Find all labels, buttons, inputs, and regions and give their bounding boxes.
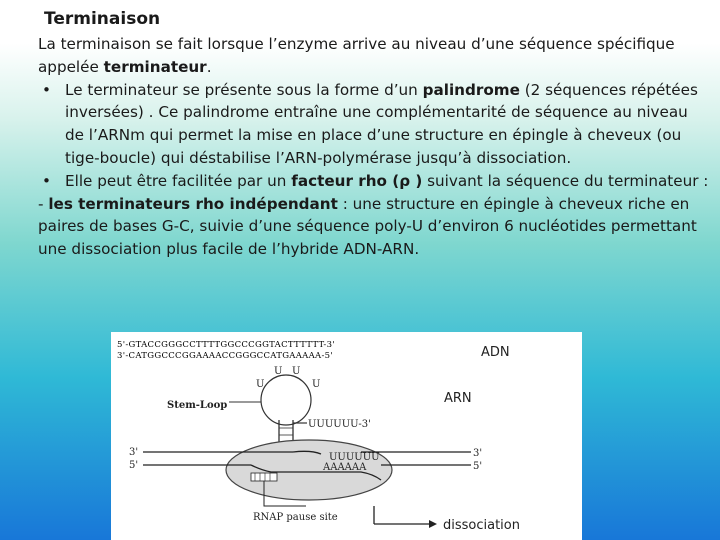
hybrid-rna-u: UUUUUU (329, 452, 380, 463)
loop-u-1: U (274, 366, 283, 377)
dna-bottom-strand: 3'-CATGGCCCGGAAAACCGGGCCATGAAAAA-5' (117, 351, 334, 361)
label-arn: ARN (444, 391, 472, 406)
intro-end: . (206, 57, 212, 76)
bullet-rho (38, 170, 710, 193)
terminator-svg (111, 332, 582, 540)
rho-independent-paragraph (38, 193, 710, 261)
loop-u-3: U (256, 379, 265, 390)
bullet1-rest: (2 séquences répétées inversées) . Ce palindrome entraîne une complémentarité de séquence au niveau de l’ARNm qui permet la mise en place d’une structure en épingle à cheveux (ou tige-boucle) qui déstabilise l’ARN-polymérase jusqu’à dissociation. (65, 80, 698, 167)
term-palindrome: palindrome (422, 80, 520, 99)
bullet2-text: Elle peut être facilitée par un (65, 171, 292, 190)
rna-polymerase (226, 440, 392, 500)
term-terminateur: terminateur (103, 57, 207, 76)
loop-u-2: U (292, 366, 301, 377)
bullet2-rest: suivant la séquence du terminateur : (422, 171, 709, 190)
hairpin-loop (261, 375, 311, 425)
label-dissociation: dissociation (443, 518, 520, 533)
left-5-prime: 5' (129, 460, 139, 471)
bullet-marker: • (42, 80, 51, 99)
label-adn: ADN (481, 345, 510, 360)
loop-u-4: U (312, 379, 321, 390)
slide-title: Terminaison (44, 9, 161, 29)
term-rho-independant: les terminateurs rho indépendant (48, 194, 338, 213)
label-pause-site: RNAP pause site (253, 512, 338, 523)
poly-u-tail: UUUUUU-3' (308, 419, 371, 430)
dissociation-arrowhead (429, 520, 437, 528)
dash-marker: - (38, 194, 49, 213)
hybrid-dna-a: AAAAAA (323, 462, 367, 473)
terminator-diagram (111, 332, 582, 540)
dna-top-strand: 5'-GTACCGGGCCTTTTGGCCCGGTACTTTTTT-3' (117, 340, 335, 350)
bullet1-text: Le terminateur se présente sous la forme d’un (65, 80, 423, 99)
right-5-prime: 5' (473, 461, 483, 472)
right-3-prime: 3' (473, 448, 483, 459)
term-facteur-rho: facteur rho (ρ ) (291, 171, 423, 190)
intro-paragraph (38, 33, 710, 79)
slide-body (38, 33, 710, 261)
label-stem-loop: Stem-Loop (167, 400, 228, 411)
bullet-palindrome (38, 79, 710, 170)
rho-indep-text: : une structure en épingle à cheveux riche en paires de bases G-C, suivie d’une séquence poly-U d’environ 6 nucléotides permettant une dissociation plus facile de l’hybride ADN-ARN. (38, 194, 697, 259)
bullet-marker: • (42, 171, 51, 190)
left-3-prime: 3' (129, 447, 139, 458)
intro-text: La terminaison se fait lorsque l’enzyme arrive au niveau d’une séquence spécifique appelée (38, 35, 675, 76)
